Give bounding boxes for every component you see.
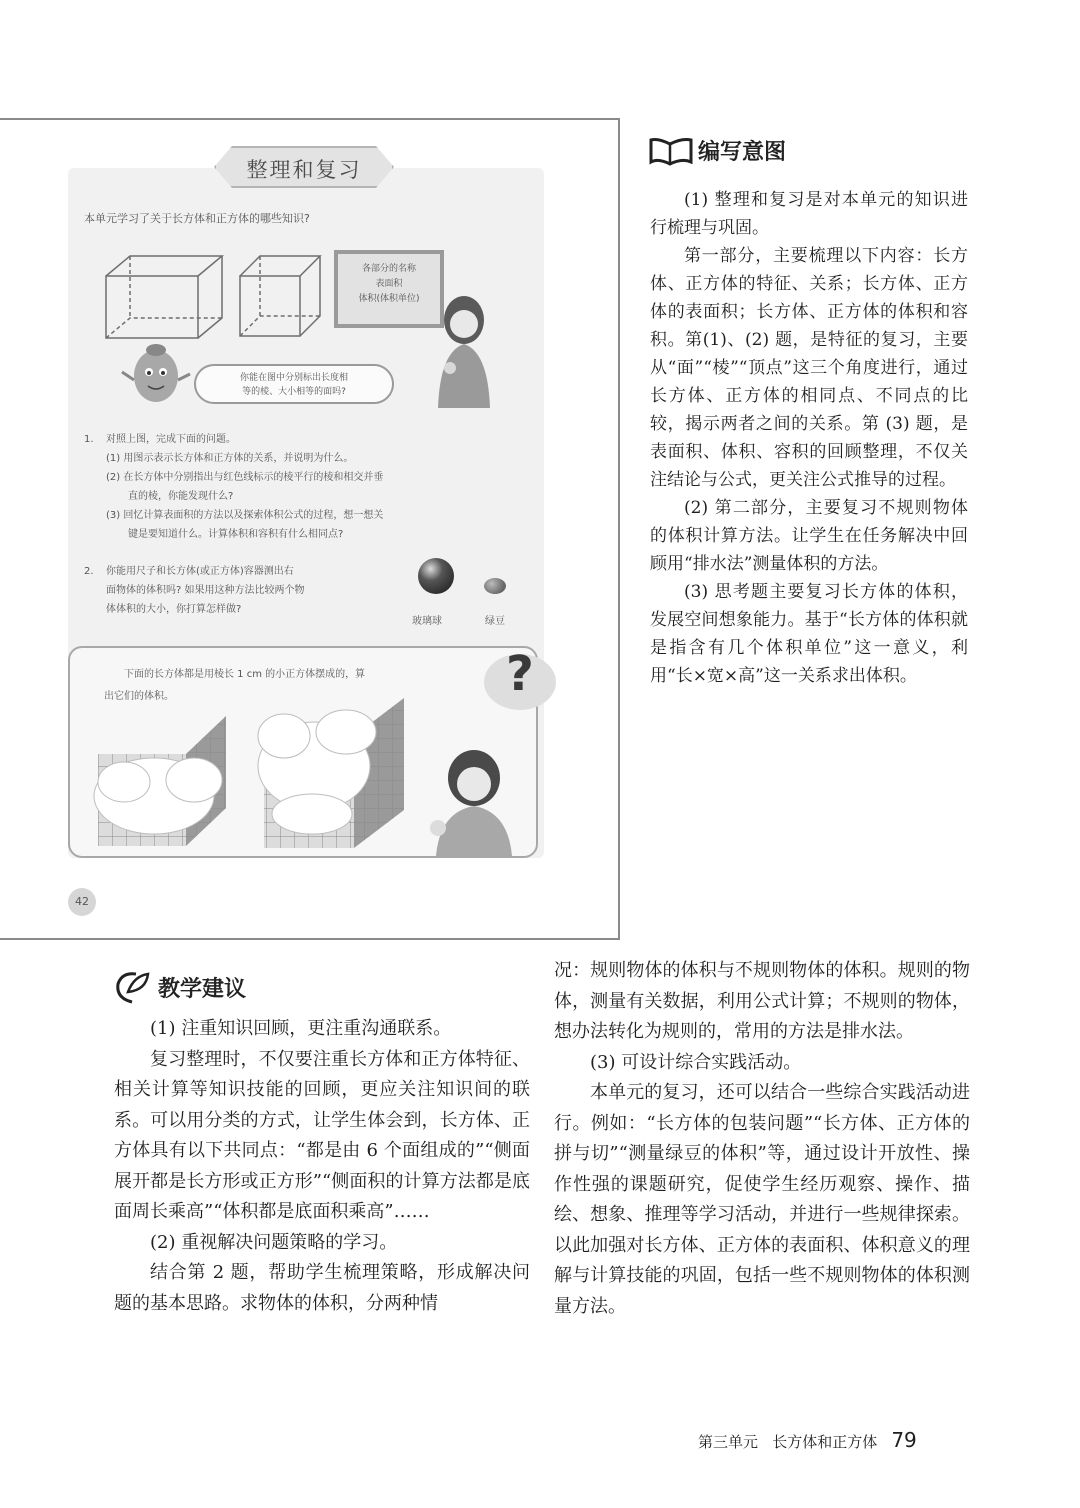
embedded-page-number: 42 bbox=[68, 888, 96, 916]
question-mark-icon: ? bbox=[506, 646, 534, 702]
teach-left-para-3: (2) 重视解决问题策略的学习。 bbox=[150, 1231, 398, 1253]
writing-intent-text bbox=[650, 186, 968, 690]
marble-label: 玻璃球 bbox=[412, 616, 442, 627]
q2-line3: 体体积的大小，你打算怎样做? bbox=[106, 604, 242, 615]
teach-left-para-1: (1) 注重知识回顾，更注重沟通联系。 bbox=[150, 1018, 452, 1039]
q2-number: 2. bbox=[84, 566, 94, 577]
cuboid-drawing bbox=[106, 256, 222, 338]
intent-para-1: (1) 整理和复习是对本单元的知识进行梳理与巩固。 bbox=[650, 190, 968, 238]
teaching-left-column bbox=[114, 1014, 530, 1319]
q1-item2-line1: 在长方体中分别指出与红色线标示的棱平行的棱和相交并垂 bbox=[123, 472, 384, 483]
girl-figure-illustration bbox=[424, 744, 524, 856]
q1-item3-num: (3) bbox=[106, 510, 121, 521]
review-title-banner bbox=[214, 146, 394, 188]
q1-item2-line2: 直的棱，你能发现什么? bbox=[128, 491, 234, 502]
q1-item1-num: (1) bbox=[106, 453, 121, 464]
mascot-speech-bubble bbox=[194, 364, 394, 404]
footer-chapter: 第三单元 长方体和正方体 bbox=[698, 1433, 878, 1451]
teach-right-para-1: 况：规则物体的体积与不规则物体的体积。规则的物体，测量有关数据，利用公式计算；不规则的物体，想办法转化为规则的，常用的方法是排水法。 bbox=[554, 960, 970, 1042]
q1-item3-line2: 键是要知道什么。计算体积和容积有什么相同点? bbox=[128, 529, 344, 540]
leaf-swirl-icon bbox=[112, 968, 152, 1006]
mung-bean-image bbox=[484, 578, 506, 594]
teacher-figure-illustration bbox=[424, 290, 504, 410]
page-footer bbox=[698, 1428, 917, 1452]
think-line-1: 下面的长方体都是用棱长 1 cm 的小正方体摆成的，算 bbox=[124, 669, 366, 680]
q1-item2-num: (2) bbox=[106, 472, 121, 483]
board-line-volume: 体积(体积单位) bbox=[358, 294, 420, 304]
marble-ball-image bbox=[418, 558, 454, 594]
mascot-illustration bbox=[118, 336, 194, 410]
footer-page-number: 79 bbox=[891, 1428, 917, 1452]
board-line-surface-area: 表面积 bbox=[375, 279, 403, 289]
bubble-line-2: 等的棱、大小相等的面吗? bbox=[242, 387, 346, 397]
question-2 bbox=[84, 562, 384, 619]
board-line-names: 各部分的名称 bbox=[361, 264, 416, 274]
teaching-suggestions-title: 教学建议 bbox=[158, 977, 247, 1002]
cube-stack-illustration bbox=[84, 696, 454, 856]
teach-right-para-2: (3) 可设计综合实践活动。 bbox=[590, 1051, 802, 1073]
teach-left-para-2: 复习整理时，不仅要注重长方体和正方体特征、相关计算等知识技能的回顾，更应关注知识间的联系。可以用分类的方式，让学生体会到，长方体、正方体具有以下共同点：“都是由 6 个面组成的”“侧面展开都是长方形或正方形”“侧面积的计算方法都是底面周长乘高”“体积都是底面积乘高”…… bbox=[114, 1048, 530, 1222]
intent-para-3: (2) 第二部分，主要复习不规则物体的体积计算方法。让学生在任务解决中回顾用“排水法”测量体积的方法。 bbox=[650, 498, 968, 574]
teach-right-para-3: 本单元的复习，还可以结合一些综合实践活动进行。例如：“长方体的包装问题”“长方体、正方体的拼与切”“测量绿豆的体积”等，通过设计开放性、操作性强的课题研究，促使学生经历观察、操作、描绘、想象、推理等学习活动，并进行一些规律探索。以此加强对长方体、正方体的表面积、体积意义的理解与计算技能的巩固，包括一些不规则物体的体积测量方法。 bbox=[554, 1082, 970, 1317]
question-1 bbox=[84, 430, 514, 544]
q2-line1: 你能用尺子和长方体(或正方体)容器测出右 bbox=[106, 566, 294, 577]
q2-line2: 面物体的体积吗? 如果用这种方法比较两个物 bbox=[106, 585, 305, 596]
q1-number: 1. bbox=[84, 434, 94, 445]
bubble-line-1: 你能在图中分别标出长度相 bbox=[239, 373, 348, 383]
teaching-right-column bbox=[554, 956, 970, 1322]
open-book-icon bbox=[648, 132, 694, 168]
teach-left-para-4: 结合第 2 题，帮助学生梳理策略，形成解决问题的基本思路。求物体的体积，分两种情 bbox=[114, 1262, 530, 1314]
q1-text: 对照上图，完成下面的问题。 bbox=[106, 434, 236, 445]
bean-label: 绿豆 bbox=[485, 616, 505, 627]
think-line-2: 出它们的体积。 bbox=[104, 691, 174, 702]
hiding-clouds bbox=[94, 710, 376, 834]
review-title: 整理和复习 bbox=[246, 158, 362, 182]
intro-question: 本单元学习了关于长方体和正方体的哪些知识? bbox=[84, 212, 310, 225]
intent-para-4: (3) 思考题主要复习长方体的体积，发展空间想象能力。基于“长方体的体积就是指含有几个体积单位”这一意义，利用“长×宽×高”这一关系求出体积。 bbox=[650, 582, 968, 686]
cuboid-cube-illustration bbox=[100, 246, 340, 346]
writing-intent-title: 编写意图 bbox=[698, 140, 787, 165]
intent-para-2: 第一部分，主要梳理以下内容：长方体、正方体的特征、关系；长方体、正方体的表面积；长方体、正方体的体积和容积。第(1)、(2) 题，是特征的复习，主要从“面”“棱”“顶点”这三个角度进行，通过长方体、正方体的相同点、不同点的比较，揭示两者之间的关系。第 (3) 题，是表面积、体积、容积的回顾整理，不仅关注结论与公式，更关注公式推导的过程。 bbox=[650, 246, 968, 490]
cube-drawing bbox=[240, 256, 320, 336]
q1-item3-line1: 回忆计算表面积的方法以及探索体积公式的过程，想一想关 bbox=[123, 510, 384, 521]
q1-item1-line1: 用图示表示长方体和正方体的关系，并说明为什么。 bbox=[123, 453, 354, 464]
